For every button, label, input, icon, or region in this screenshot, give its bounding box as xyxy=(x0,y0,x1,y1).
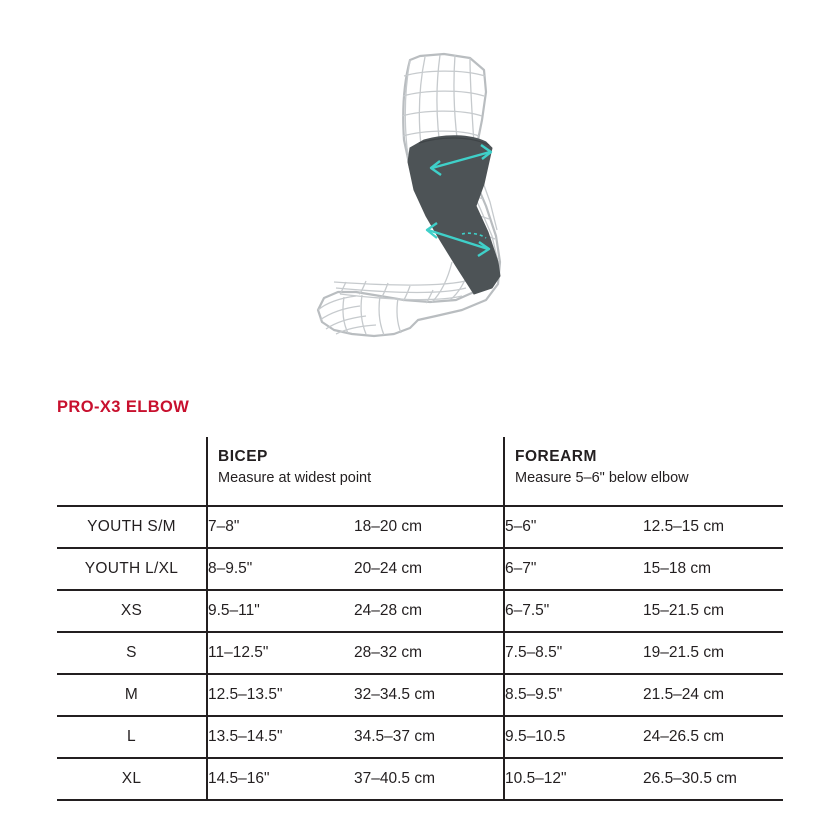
row-forearm-inches: 6–7" xyxy=(504,548,643,590)
header-forearm-sublabel: Measure 5–6" below elbow xyxy=(515,469,689,486)
row-bicep-inches: 9.5–11" xyxy=(207,590,354,632)
row-bicep-cm: 20–24 cm xyxy=(354,548,504,590)
row-forearm-cm: 21.5–24 cm xyxy=(643,674,783,716)
table-row xyxy=(57,716,783,758)
row-bicep-cm: 28–32 cm xyxy=(354,632,504,674)
row-size-label: XL xyxy=(57,758,207,800)
row-bicep-inches: 13.5–14.5" xyxy=(207,716,354,758)
header-blank-cell xyxy=(57,437,207,506)
arm-with-elbow-sleeve-diagram xyxy=(0,0,839,380)
header-bicep-sublabel: Measure at widest point xyxy=(218,469,372,486)
row-size-label: L xyxy=(57,716,207,758)
table-header-row xyxy=(57,437,783,506)
row-bicep-cm: 18–20 cm xyxy=(354,506,504,548)
row-bicep-cm: 24–28 cm xyxy=(354,590,504,632)
row-bicep-inches: 8–9.5" xyxy=(207,548,354,590)
header-group-forearm xyxy=(504,437,783,506)
row-bicep-inches: 7–8" xyxy=(207,506,354,548)
row-bicep-inches: 14.5–16" xyxy=(207,758,354,800)
header-forearm-label: FOREARM xyxy=(515,448,597,466)
table-row xyxy=(57,758,783,800)
table-row xyxy=(57,590,783,632)
header-group-bicep xyxy=(207,437,504,506)
row-forearm-cm: 26.5–30.5 cm xyxy=(643,758,783,800)
row-forearm-inches: 9.5–10.5 xyxy=(504,716,643,758)
table-row xyxy=(57,548,783,590)
row-size-label: XS xyxy=(57,590,207,632)
row-forearm-inches: 5–6" xyxy=(504,506,643,548)
row-bicep-cm: 34.5–37 cm xyxy=(354,716,504,758)
row-forearm-cm: 15–21.5 cm xyxy=(643,590,783,632)
row-forearm-inches: 7.5–8.5" xyxy=(504,632,643,674)
row-forearm-cm: 24–26.5 cm xyxy=(643,716,783,758)
row-forearm-cm: 12.5–15 cm xyxy=(643,506,783,548)
row-bicep-inches: 12.5–13.5" xyxy=(207,674,354,716)
row-size-label: S xyxy=(57,632,207,674)
table-row xyxy=(57,632,783,674)
header-bicep-label: BICEP xyxy=(218,448,268,466)
row-size-label: M xyxy=(57,674,207,716)
row-forearm-inches: 6–7.5" xyxy=(504,590,643,632)
page-title: PRO-X3 ELBOW xyxy=(57,398,190,416)
table-row xyxy=(57,674,783,716)
row-bicep-cm: 32–34.5 cm xyxy=(354,674,504,716)
row-forearm-cm: 15–18 cm xyxy=(643,548,783,590)
row-forearm-cm: 19–21.5 cm xyxy=(643,632,783,674)
row-size-label: YOUTH L/XL xyxy=(57,548,207,590)
row-forearm-inches: 10.5–12" xyxy=(504,758,643,800)
row-bicep-cm: 37–40.5 cm xyxy=(354,758,504,800)
table-row xyxy=(57,506,783,548)
arm-outline-group xyxy=(318,54,500,336)
row-forearm-inches: 8.5–9.5" xyxy=(504,674,643,716)
row-size-label: YOUTH S/M xyxy=(57,506,207,548)
size-chart-table xyxy=(57,437,783,801)
row-bicep-inches: 11–12.5" xyxy=(207,632,354,674)
